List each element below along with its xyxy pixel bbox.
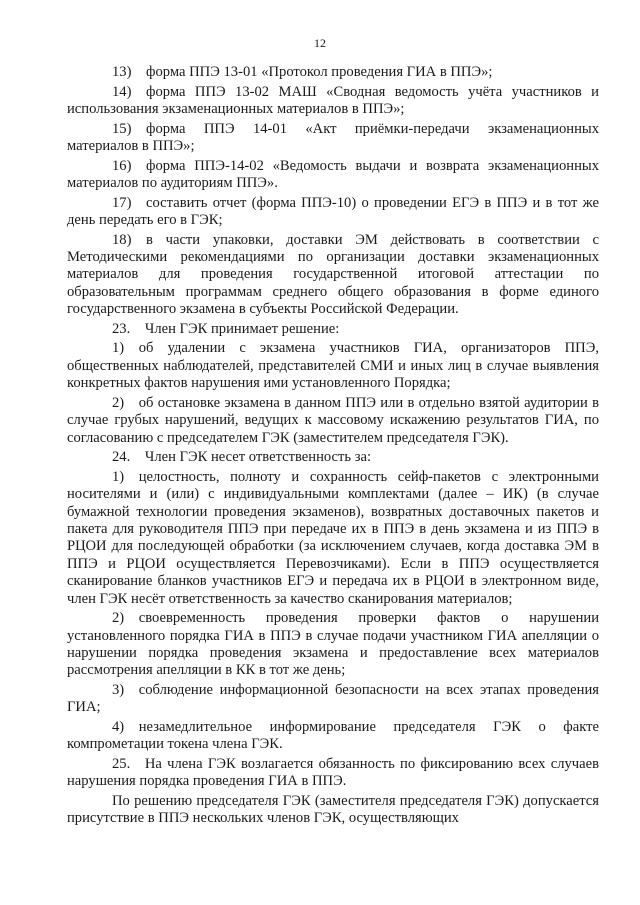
section-23-item-1: 1) об удалении с экзамена участников ГИА, организаторов ППЭ, общественных наблюдателей, представителей СМИ и иных лиц в случае выявления конкретных фактов нарушения ими установленного Порядка; bbox=[67, 340, 599, 392]
list-item-14: 14) форма ППЭ 13-02 МАШ «Сводная ведомость учёта участников и использования экзаменационных материалов в ППЭ»; bbox=[67, 83, 599, 117]
document-body bbox=[67, 64, 599, 830]
list-item-18: 18) в части упаковки, доставки ЭМ действовать в соответствии с Методическими рекомендациями по организации доставки экзаменационных материалов для проведения государственной итоговой аттестации по образовательным программам среднего общего образования в форме единого государственного экзамена в субъекты Российской Федерации. bbox=[67, 231, 599, 318]
list-item-13: 13) форма ППЭ 13-01 «Протокол проведения ГИА в ППЭ»; bbox=[112, 64, 493, 80]
list-item-15: 15) форма ППЭ 14-01 «Акт приёмки-передачи экзаменационных материалов в ППЭ»; bbox=[67, 120, 599, 154]
list-item-16: 16) форма ППЭ-14-02 «Ведомость выдачи и возврата экзаменационных материалов по аудиториям ППЭ». bbox=[67, 157, 599, 191]
section-23-item-2: 2) об остановке экзамена в данном ППЭ или в отдельно взятой аудитории в случае грубых нарушений, ведущих к массовому искажению результатов ГИА, по согласованию с председателем ГЭК (заместителем председателя ГЭК). bbox=[67, 394, 599, 446]
section-25-paragraph: 25. На члена ГЭК возлагается обязанность по фиксированию всех случаев нарушения порядка проведения ГИА в ППЭ. bbox=[67, 756, 599, 790]
section-24-item-4: 4) незамедлительное информирование председателя ГЭК о факте компрометации токена члена ГЭК. bbox=[67, 719, 599, 753]
section-24-heading: 24. Член ГЭК несет ответственность за: bbox=[112, 449, 371, 466]
section-24-item-2: 2) своевременность проведения проверки фактов о нарушении установленного порядка ГИА в ППЭ в случае подачи участником ГИА апелляции о нарушении порядка проведения экзамена и предоставление всех материалов рассмотрения апелляции в КК в тот же день; bbox=[67, 610, 599, 679]
page-number: 12 bbox=[314, 36, 326, 50]
section-24-item-1: 1) целостность, полноту и сохранность сейф-пакетов с электронными носителями и (или) с индивидуальными комплектами (далее – ИК) (в случае бумажной технологии проведения экзаменов), возвратных доставочных пакетов и пакета для руководителя ППЭ при передаче их в ППЭ в день экзамена и из ППЭ в РЦОИ для последующей обработки (за исключением случаев, когда доставка ЭМ в ППЭ и РЦОИ осуществляется Перевозчиками). Если в ППЭ осуществляется сканирование бланков участников ЕГЭ и передача их в РЦОИ в электронном виде, член ГЭК несёт ответственность за качество сканирования материалов; bbox=[67, 468, 599, 607]
section-23-heading: 23. Член ГЭК принимает решение: bbox=[112, 320, 340, 337]
section-24-item-3: 3) соблюдение информационной безопасности на всех этапах проведения ГИА; bbox=[67, 682, 599, 716]
list-item-17: 17) составить отчет (форма ППЭ-10) о проведении ЕГЭ в ППЭ и в тот же день передать его в ГЭК; bbox=[67, 194, 599, 228]
closing-paragraph: По решению председателя ГЭК (заместителя председателя ГЭК) допускается присутствие в ППЭ нескольких членов ГЭК, осуществляющих bbox=[67, 793, 599, 827]
